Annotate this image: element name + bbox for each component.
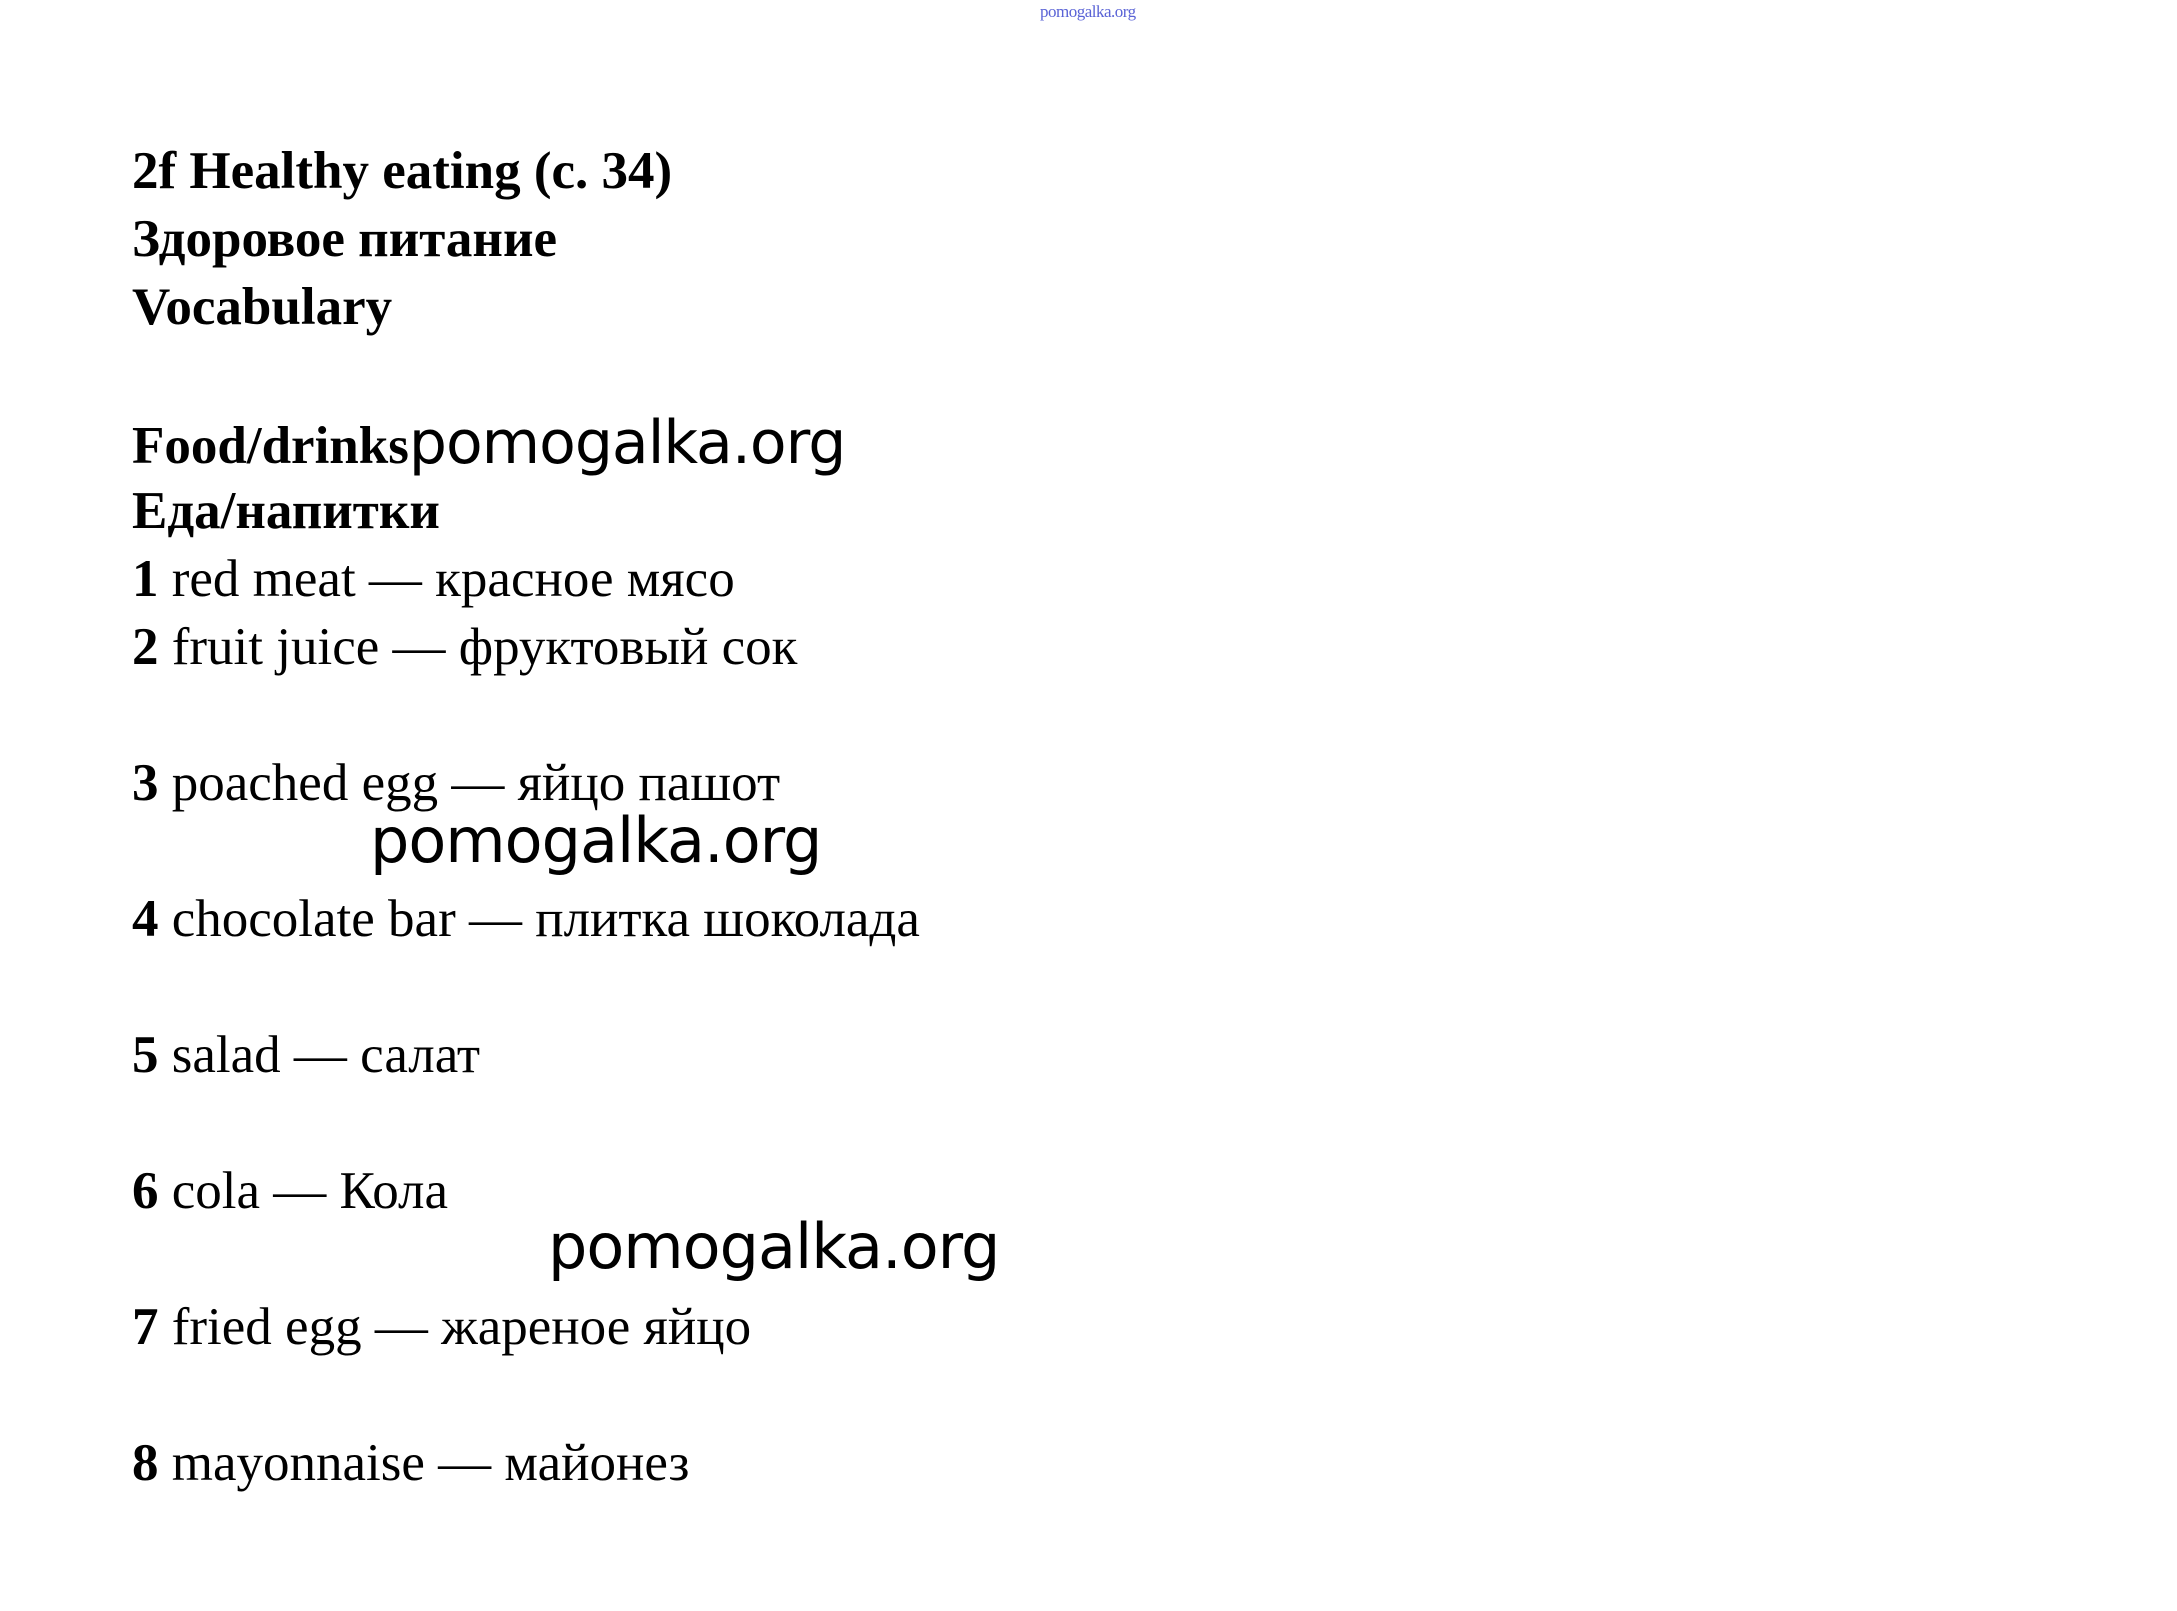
item-text: cola — Кола [171,1162,449,1220]
item-number: 6 [132,1162,159,1220]
list-item [132,888,920,950]
subheading-label: Food/drinks [132,417,409,475]
item-text: mayonnaise — майонез [171,1434,690,1492]
item-text: chocolate bar — плитка шоколада [171,890,920,948]
list-item [132,548,735,610]
list-item [132,1296,751,1358]
item-text: salad — салат [171,1026,481,1084]
item-text: fruit juice — фруктовый сок [171,618,798,676]
item-number: 1 [132,550,159,608]
item-number: 3 [132,754,159,812]
item-text: fried egg — жареное яйцо [171,1298,752,1356]
header-link[interactable]: pomogalka.org [1040,2,1136,21]
watermark: pomogalka.org [548,1210,1000,1283]
subheading-line [132,408,846,478]
item-number: 2 [132,618,159,676]
item-text: red meat — красное мясо [171,550,735,608]
page-title-ru: Здоровое питание [132,210,558,268]
item-number: 4 [132,890,159,948]
item-number: 7 [132,1298,159,1356]
watermark-inline: pomogalka.org [408,408,846,478]
item-number: 5 [132,1026,159,1084]
list-item [132,1432,689,1494]
item-number: 8 [132,1434,159,1492]
list-item [132,1024,480,1086]
list-item [132,1160,448,1222]
item-text: poached egg — яйцо пашот [171,754,781,812]
list-item [132,616,797,678]
section-title: Vocabulary [132,278,393,336]
watermark: pomogalka.org [370,804,822,877]
subheading-label-ru: Еда/напитки [132,482,440,540]
page-title: 2f Healthy eating (с. 34) [132,142,673,200]
